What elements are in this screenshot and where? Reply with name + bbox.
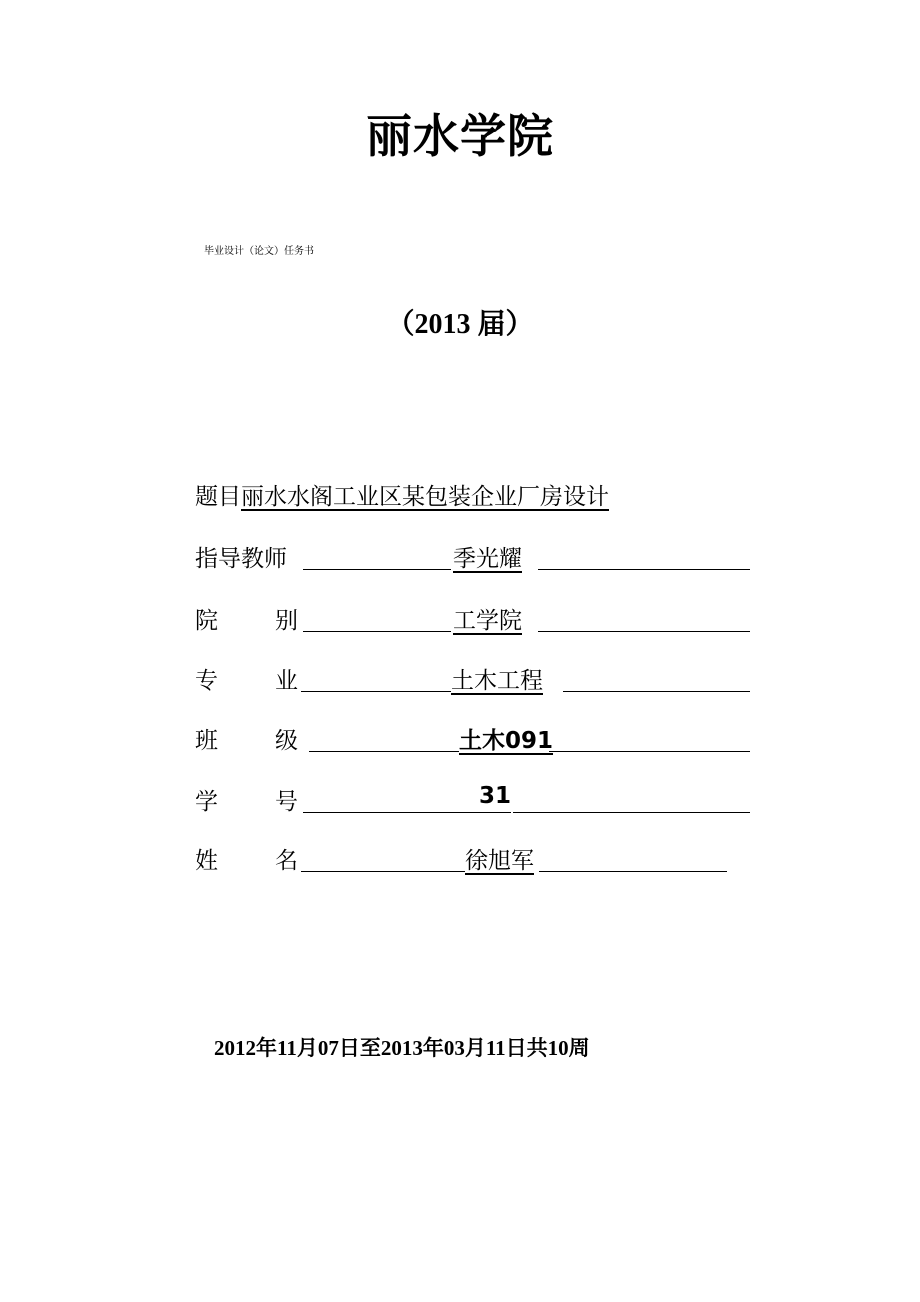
- major-row: [195, 662, 755, 696]
- student-id-line-right: [513, 812, 750, 813]
- name-line-left: [301, 871, 465, 872]
- advisor-line-right: [538, 569, 750, 570]
- student-id-label-1: 学: [195, 789, 218, 815]
- advisor-row: [195, 540, 755, 574]
- department-row: [195, 602, 755, 636]
- major-value: 土木工程: [451, 668, 543, 694]
- student-id-line-left: [303, 812, 479, 813]
- class-row: [195, 722, 755, 756]
- student-id-label-2: 号: [275, 789, 298, 815]
- date-range: 2012年11月07日至2013年03月11日共10周: [214, 1036, 590, 1060]
- student-id-row: [195, 783, 755, 817]
- department-label-2: 别: [275, 608, 298, 634]
- class-value: 土木091: [459, 728, 554, 754]
- student-id-value: 31: [479, 783, 511, 813]
- major-label-2: 业: [275, 668, 298, 694]
- advisor-line-left: [303, 569, 451, 570]
- school-name: 丽水学院: [366, 109, 554, 163]
- class-line-left: [309, 751, 459, 752]
- class-line-right: [549, 751, 750, 752]
- name-label-1: 姓: [195, 848, 218, 874]
- title-row: [195, 478, 609, 511]
- name-line-right: [539, 871, 727, 872]
- advisor-value: 季光耀: [453, 546, 522, 572]
- department-label-1: 院: [195, 608, 218, 634]
- advisor-label: 指导教师: [195, 546, 287, 572]
- document-type: 毕业设计（论文）任务书: [204, 246, 314, 257]
- graduation-year: （2013 届）: [386, 309, 534, 340]
- class-label-2: 级: [275, 728, 298, 754]
- title-label: 题目: [195, 484, 241, 510]
- title-value: 丽水水阁工业区某包装企业厂房设计: [241, 484, 609, 510]
- name-row: [195, 842, 735, 876]
- major-label-1: 专: [195, 668, 218, 694]
- name-label-2: 名: [275, 848, 298, 874]
- department-line-right: [538, 631, 750, 632]
- department-line-left: [303, 631, 451, 632]
- name-value: 徐旭军: [465, 848, 534, 874]
- department-value: 工学院: [453, 608, 522, 634]
- class-label-1: 班: [195, 728, 218, 754]
- major-line-left: [301, 691, 451, 692]
- major-line-right: [563, 691, 750, 692]
